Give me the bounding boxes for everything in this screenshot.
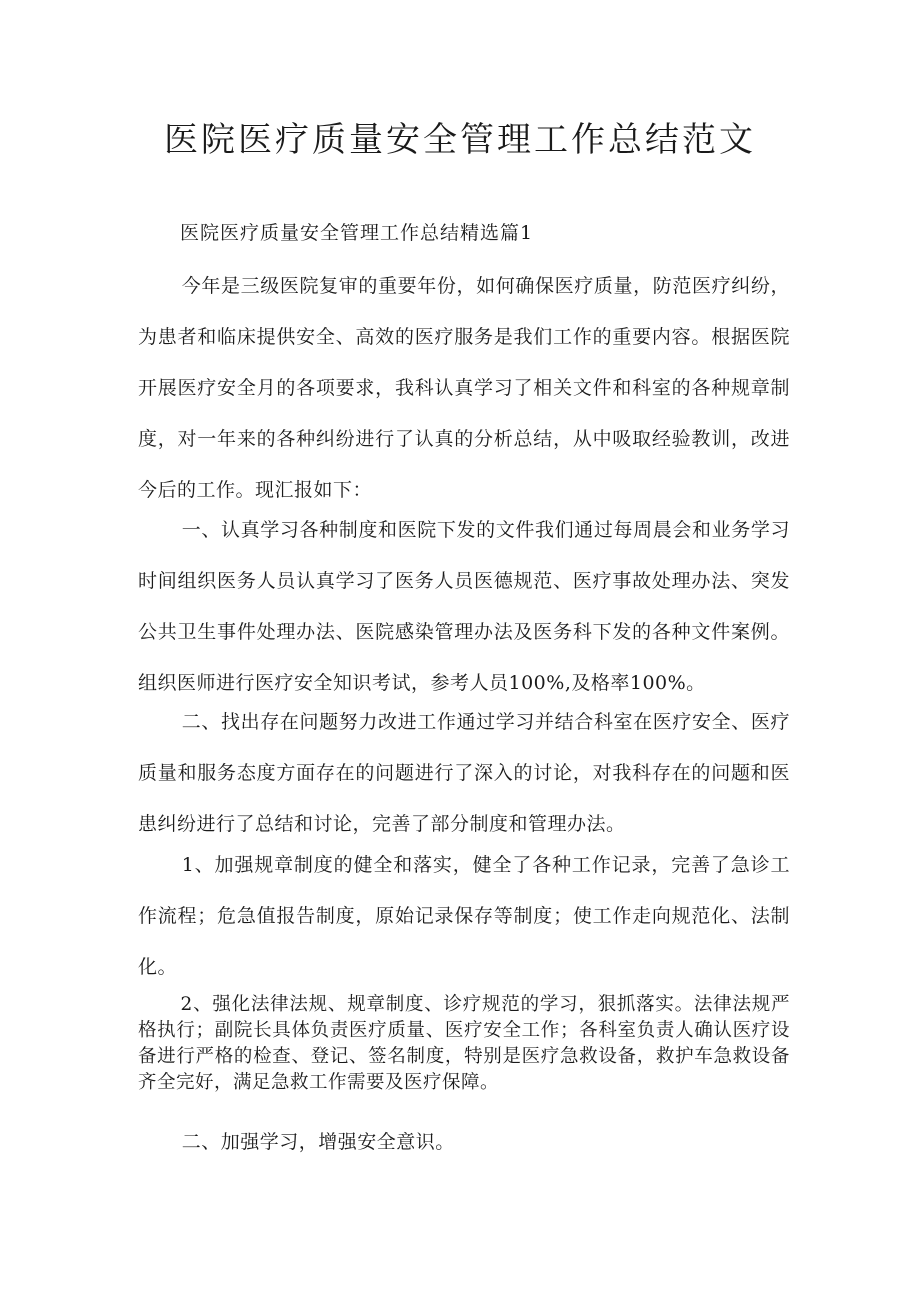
paragraph-point-two: 二、找出存在问题努力改进工作通过学习并结合科室在医疗安全、医疗质量和服务态度方面存在的问题进行了深入的讨论，对我科存在的问题和医患纠纷进行了总结和讨论，完善了部分制度和管理办法。 bbox=[138, 711, 790, 835]
paragraph-item-two: 2、强化法律法规、规章制度、诊疗规范的学习，狠抓落实。法律法规严格执行；副院长具体负责医疗质量、医疗安全工作；各科室负责人确认医疗设备进行严格的检查、登记、签名制度，特别是医疗急救设备，救护车急救设备齐全完好，满足急救工作需要及医疗保障。 bbox=[138, 994, 790, 1093]
paragraph-point-one: 一、认真学习各种制度和医院下发的文件我们通过每周晨会和业务学习时间组织医务人员认真学习了医务人员医德规范、医疗事故处理办法、突发公共卫生事件处理办法、医院感染管理办法及医务科下发的各种文件案例。组织医师进行医疗安全知识考试，参考人员100%,及格率100%。 bbox=[138, 519, 790, 694]
paragraph-closing: 二、加强学习，增强安全意识。 bbox=[181, 1131, 455, 1153]
document-title: 医院医疗质量安全管理工作总结范文 bbox=[164, 120, 756, 160]
paragraph-intro: 今年是三级医院复审的重要年份，如何确保医疗质量，防范医疗纠纷，为患者和临床提供安全、高效的医疗服务是我们工作的重要内容。根据医院开展医疗安全月的各项要求，我科认真学习了相关文件和科室的各种规章制度，对一年来的各种纠纷进行了认真的分析总结，从中吸取经验教训，改进今后的工作。现汇报如下： bbox=[138, 275, 790, 501]
paragraph-item-one: 1、加强规章制度的健全和落实，健全了各种工作记录，完善了急诊工作流程；危急值报告制度，原始记录保存等制度；使工作走向规范化、法制化。 bbox=[138, 854, 790, 978]
section-heading: 医院医疗质量安全管理工作总结精选篇1 bbox=[180, 222, 534, 244]
